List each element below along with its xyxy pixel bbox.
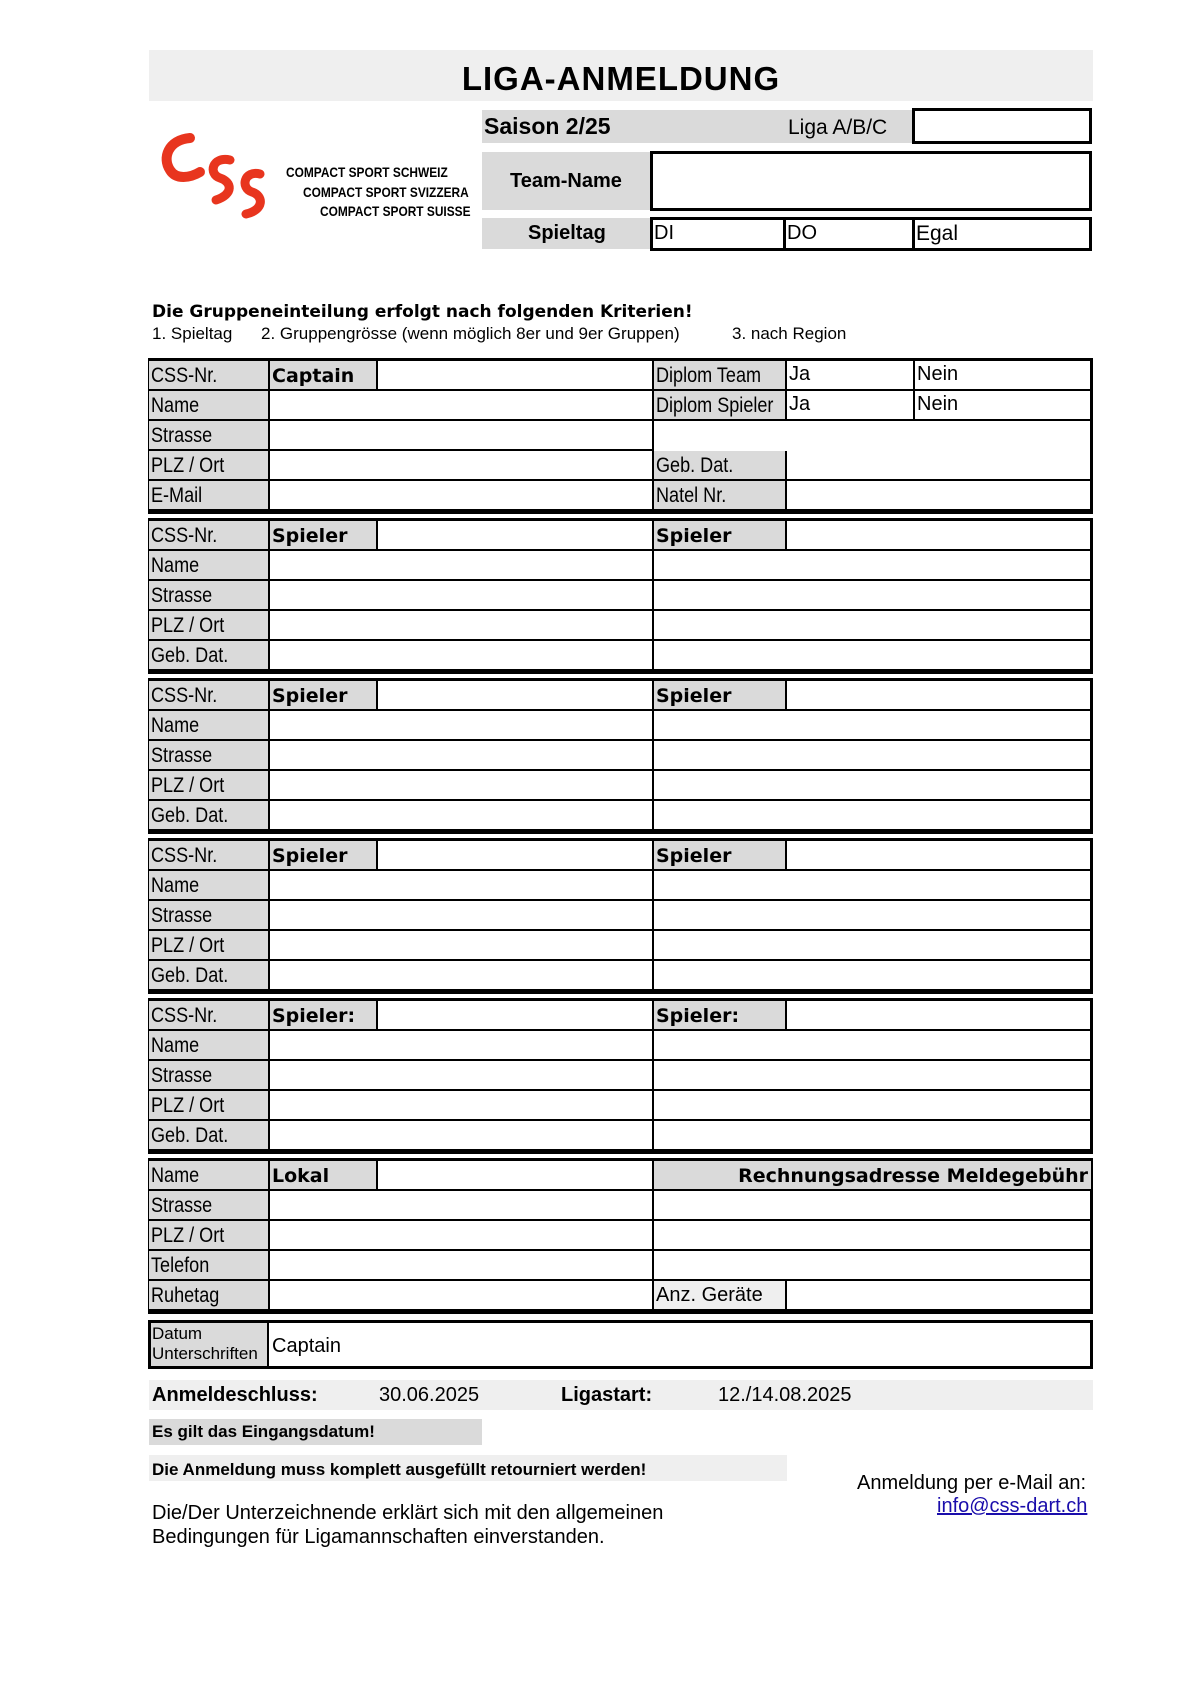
captain-divider — [652, 359, 654, 511]
field-label: Name — [151, 394, 200, 417]
player-left-input[interactable] — [270, 771, 654, 801]
field-label: Strasse — [151, 1064, 213, 1087]
player-row-label — [149, 961, 270, 991]
field-label: Captain — [272, 365, 355, 387]
field-label: Spieler — [272, 845, 348, 867]
player-right-input[interactable] — [654, 771, 1093, 801]
field-label: Rechnungsadresse Meldegebühr — [738, 1165, 1088, 1187]
captain-row-label — [149, 451, 270, 481]
field-label: Strasse — [151, 424, 213, 447]
player-left-header — [270, 681, 378, 711]
field-label: Name — [151, 874, 200, 897]
lokal-row-label — [149, 1221, 270, 1251]
lokal-input[interactable] — [270, 1191, 654, 1221]
field-label: E-Mail — [151, 484, 203, 507]
datum-label: Datum — [152, 1324, 203, 1343]
field-label: Spieler — [272, 685, 348, 707]
player-left-header — [270, 521, 378, 551]
signature-captain-label[interactable]: Captain — [272, 1335, 341, 1357]
player-row-label — [149, 741, 270, 771]
player-row-label — [149, 871, 270, 901]
player-right-header — [654, 521, 787, 551]
player-right-input[interactable] — [654, 961, 1093, 991]
player-row-label — [149, 801, 270, 831]
field-label: Name — [151, 714, 200, 737]
ligastart-label: Ligastart: — [561, 1384, 653, 1406]
captain-right-label — [654, 361, 787, 391]
spieltag-divider-1 — [783, 217, 786, 251]
field-label: Ja — [789, 363, 811, 385]
player-right-input[interactable] — [654, 1061, 1093, 1091]
player-row-label — [149, 1121, 270, 1151]
player-left-header — [270, 841, 378, 871]
diplom-ja-option[interactable] — [787, 391, 915, 421]
player-left-input[interactable] — [270, 1091, 654, 1121]
email-label: Anmeldung per e-Mail an: — [857, 1472, 1087, 1494]
player-row-label — [149, 551, 270, 581]
player-left-input[interactable] — [270, 931, 654, 961]
player-left-input[interactable] — [270, 711, 654, 741]
field-label: Spieler — [272, 525, 348, 547]
captain-row-label — [149, 391, 270, 421]
field-label: Lokal — [272, 1165, 330, 1187]
komplett-note: Die Anmeldung muss komplett ausgefüllt retourniert werden! — [152, 1460, 647, 1479]
field-label: Ja — [789, 393, 811, 415]
rechnung-header — [654, 1161, 1093, 1191]
player-left-input[interactable] — [270, 611, 654, 641]
player-row-label — [149, 581, 270, 611]
lokal-input[interactable] — [270, 1251, 654, 1281]
field-label: PLZ / Ort — [151, 774, 225, 797]
spieltag-label: Spieltag — [528, 222, 606, 244]
lokal-row-label — [149, 1161, 270, 1191]
captain-row-label — [149, 361, 270, 391]
field-label: Ruhetag — [151, 1284, 220, 1307]
lokal-input[interactable] — [270, 1281, 654, 1311]
field-label: Diplom Team — [656, 364, 762, 387]
field-label: Spieler — [656, 685, 732, 707]
captain-input-2[interactable] — [270, 421, 654, 451]
captain-right-label — [654, 391, 787, 421]
player-left-input[interactable] — [270, 801, 654, 831]
player-row-label — [149, 1061, 270, 1091]
field-label: Telefon — [151, 1254, 210, 1277]
field-label: Strasse — [151, 584, 213, 607]
player-row-label — [149, 711, 270, 741]
field-label: Geb. Dat. — [656, 454, 734, 477]
css-logo — [160, 130, 480, 230]
field-label: Spieler — [656, 845, 732, 867]
player-right-header — [654, 1001, 787, 1031]
field-label: Natel Nr. — [656, 484, 727, 507]
spieltag-divider-2 — [912, 217, 915, 251]
player-left-input[interactable] — [270, 1121, 654, 1151]
captain-right-input[interactable] — [787, 481, 1093, 511]
field-label: Nein — [917, 363, 959, 385]
player-row-label — [149, 901, 270, 931]
field-label: CSS-Nr. — [151, 844, 218, 867]
player-row-label — [149, 931, 270, 961]
logo-line-3: COMPACT SPORT SUISSE — [320, 203, 471, 219]
field-label: PLZ / Ort — [151, 614, 225, 637]
captain-input-3[interactable] — [270, 451, 654, 481]
player-left-input[interactable] — [270, 581, 654, 611]
criteria-item-3: 3. nach Region — [732, 324, 847, 343]
player-left-header — [270, 1001, 378, 1031]
captain-row-label — [149, 481, 270, 511]
field-label: CSS-Nr. — [151, 364, 218, 387]
player-row-label — [149, 771, 270, 801]
agreement-line-1: Die/Der Unterzeichnende erklärt sich mit den allgemeinen — [152, 1502, 664, 1524]
player-row-label — [149, 641, 270, 671]
player-right-input[interactable] — [654, 551, 1093, 581]
diplom-nein-option[interactable] — [915, 361, 1093, 391]
captain-input-1[interactable] — [270, 391, 654, 421]
field-label: Geb. Dat. — [151, 644, 229, 667]
player-right-input[interactable] — [654, 641, 1093, 671]
saison-label: Saison 2/25 — [484, 113, 611, 139]
lokal-row-label — [149, 1251, 270, 1281]
player-right-input[interactable] — [654, 901, 1093, 931]
lokal-input[interactable] — [270, 1221, 654, 1251]
player-row-label — [149, 1031, 270, 1061]
player-row-label — [149, 1091, 270, 1121]
lokal-row-label — [149, 1191, 270, 1221]
field-label: Geb. Dat. — [151, 1124, 229, 1147]
field-label: PLZ / Ort — [151, 454, 225, 477]
player-row-label — [149, 681, 270, 711]
logo-line-2: COMPACT SPORT SVIZZERA — [303, 184, 469, 200]
field-label: CSS-Nr. — [151, 524, 218, 547]
liga-label: Liga A/B/C — [788, 116, 888, 139]
spieltag-option-di[interactable]: DI — [654, 222, 674, 244]
ligastart-value: 12./14.08.2025 — [718, 1384, 852, 1406]
email-link[interactable]: info@css-dart.ch — [937, 1495, 1088, 1517]
field-label: Diplom Spieler — [656, 394, 774, 417]
field-label: Name — [151, 1164, 200, 1187]
captain-right-label — [654, 481, 787, 511]
player-row-label — [149, 841, 270, 871]
player-right-input[interactable] — [654, 1091, 1093, 1121]
player-right-input[interactable] — [654, 1121, 1093, 1151]
player-right-input[interactable] — [654, 711, 1093, 741]
field-label: Spieler: — [272, 1005, 356, 1027]
team-name-label: Team-Name — [510, 170, 622, 192]
player-left-input[interactable] — [270, 641, 654, 671]
spieltag-option-do[interactable]: DO — [787, 222, 817, 244]
field-label: Strasse — [151, 744, 213, 767]
player-left-input[interactable] — [270, 1031, 654, 1061]
player-left-input[interactable] — [270, 551, 654, 581]
anz-geraete-label-cell — [654, 1281, 787, 1311]
logo-line-1: COMPACT SPORT SCHWEIZ — [286, 164, 448, 180]
page-title: LIGA-ANMELDUNG — [149, 50, 1093, 101]
agreement-line-2: Bedingungen für Ligamannschaften einverstanden. — [152, 1526, 605, 1548]
css-logo-icon — [160, 130, 270, 230]
field-label: Spieler — [656, 525, 732, 547]
captain-right-input[interactable] — [787, 451, 1093, 481]
player-right-input[interactable] — [654, 871, 1093, 901]
field-label: Anz. Geräte — [656, 1284, 763, 1306]
anmeldeschluss-value: 30.06.2025 — [379, 1384, 480, 1406]
criteria-item-2: 2. Gruppengrösse (wenn möglich 8er und 9er Gruppen) — [261, 324, 680, 343]
captain-right-label — [654, 451, 787, 481]
anz-geraete-input[interactable] — [787, 1281, 1093, 1311]
player-row-label — [149, 1001, 270, 1031]
team-name-field[interactable] — [650, 151, 1092, 211]
field-label: CSS-Nr. — [151, 1004, 218, 1027]
eingang-note: Es gilt das Eingangsdatum! — [152, 1422, 375, 1441]
field-label: PLZ / Ort — [151, 934, 225, 957]
player-right-input[interactable] — [654, 1031, 1093, 1061]
player-left-input[interactable] — [270, 901, 654, 931]
field-label: Nein — [917, 393, 959, 415]
rechnung-input[interactable] — [654, 1221, 1093, 1251]
unterschriften-label: Unterschriften — [152, 1344, 258, 1363]
field-label: CSS-Nr. — [151, 684, 218, 707]
player-left-input[interactable] — [270, 741, 654, 771]
field-label: PLZ / Ort — [151, 1224, 225, 1247]
lokal-header — [270, 1161, 378, 1191]
lokal-row-label — [149, 1281, 270, 1311]
field-label: Geb. Dat. — [151, 964, 229, 987]
liga-field[interactable] — [912, 108, 1092, 144]
player-right-input[interactable] — [654, 741, 1093, 771]
player-right-input[interactable] — [654, 931, 1093, 961]
field-label: Geb. Dat. — [151, 804, 229, 827]
player-left-input[interactable] — [270, 1061, 654, 1091]
player-right-input[interactable] — [654, 611, 1093, 641]
field-label: Name — [151, 1034, 200, 1057]
criteria-heading: Die Gruppeneinteilung erfolgt nach folgenden Kriterien! — [152, 302, 693, 322]
criteria-item-1: 1. Spieltag — [152, 324, 233, 343]
player-right-input[interactable] — [654, 801, 1093, 831]
field-label: Strasse — [151, 1194, 213, 1217]
rechnung-input[interactable] — [654, 1251, 1093, 1281]
player-right-input[interactable] — [654, 581, 1093, 611]
field-label: Strasse — [151, 904, 213, 927]
player-row-label — [149, 521, 270, 551]
field-label: PLZ / Ort — [151, 1094, 225, 1117]
player-left-input[interactable] — [270, 961, 654, 991]
captain-row-label — [149, 421, 270, 451]
player-right-header — [654, 681, 787, 711]
player-left-input[interactable] — [270, 871, 654, 901]
anmeldeschluss-label: Anmeldeschluss: — [152, 1384, 318, 1406]
spieltag-field — [650, 217, 1092, 251]
spieltag-option-egal[interactable]: Egal — [916, 222, 959, 245]
player-right-header — [654, 841, 787, 871]
diplom-nein-option[interactable] — [915, 391, 1093, 421]
field-label: Spieler: — [656, 1005, 740, 1027]
captain-input-4[interactable] — [270, 481, 654, 511]
player-row-label — [149, 611, 270, 641]
diplom-ja-option[interactable] — [787, 361, 915, 391]
captain-header — [270, 361, 378, 391]
field-label: Name — [151, 554, 200, 577]
rechnung-input[interactable] — [654, 1191, 1093, 1221]
